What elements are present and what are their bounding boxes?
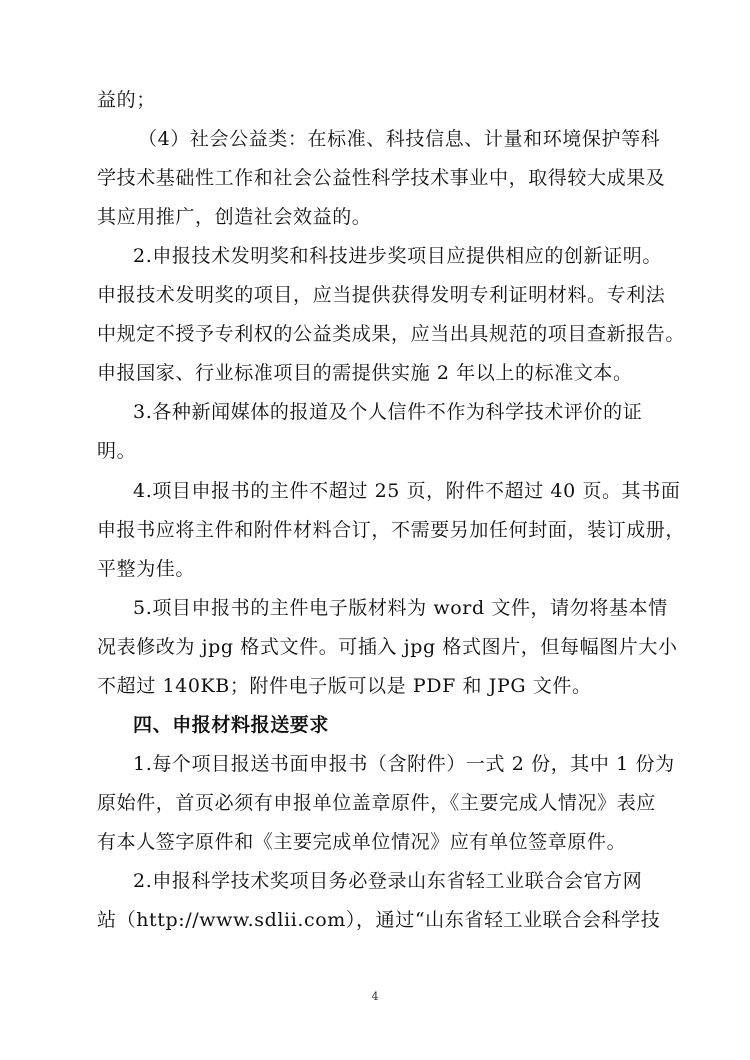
section-heading: 四、申报材料报送要求 xyxy=(133,714,330,736)
text-line: 1.每个项目报送书面申报书（含附件）一式 2 份，其中 1 份为 xyxy=(133,753,675,775)
text-line: 有本人签字原件和《主要完成单位情况》应有单位签章原件。 xyxy=(97,831,627,853)
text-line: 学技术基础性工作和社会公益性科学技术事业中，取得较大成果及 xyxy=(97,167,666,189)
text-line: 申报国家、行业标准项目的需提供实施 2 年以上的标准文本。 xyxy=(97,362,633,384)
text-line: 况表修改为 jpg 格式文件。可插入 jpg 格式图片，但每幅图片大小 xyxy=(97,636,678,658)
text-line: 4.项目申报书的主件不超过 25 页，附件不超过 40 页。其书面 xyxy=(133,480,681,502)
text-line: 2.申报技术发明奖和科技进步奖项目应提供相应的创新证明。 xyxy=(133,245,662,267)
text-line: （4）社会公益类：在标准、科技信息、计量和环境保护等科 xyxy=(138,128,661,150)
text-line: 5.项目申报书的主件电子版材料为 word 文件，请勿将基本情 xyxy=(133,597,668,619)
text-line: 3.各种新闻媒体的报道及个人信件不作为科学技术评价的证 xyxy=(133,401,643,423)
text-line: 益的； xyxy=(97,89,156,111)
text-line: 平整为佳。 xyxy=(97,558,196,580)
page-number: 4 xyxy=(371,990,379,1003)
text-line: 其应用推广，创造社会效益的。 xyxy=(97,206,372,228)
text-line: 申报技术发明奖的项目，应当提供获得发明专利证明材料。专利法 xyxy=(97,284,666,306)
text-line: 明。 xyxy=(97,440,137,462)
text-line: 中规定不授予专利权的公益类成果，应当出具规范的项目查新报告。 xyxy=(97,323,686,345)
text-line: 不超过 140KB；附件电子版可以是 PDF 和 JPG 文件。 xyxy=(97,675,592,697)
text-line: 原始件，首页必须有申报单位盖章原件，《主要完成人情况》表应 xyxy=(97,792,656,814)
text-line: 2.申报科学技术奖项目务必登录山东省轻工业联合会官方网 xyxy=(133,870,643,892)
text-line: 申报书应将主件和附件材料合订，不需要另加任何封面，装订成册， xyxy=(97,519,686,541)
text-line: 站（http://www.sdlii.com），通过“山东省轻工业联合会科学技 xyxy=(97,909,661,931)
